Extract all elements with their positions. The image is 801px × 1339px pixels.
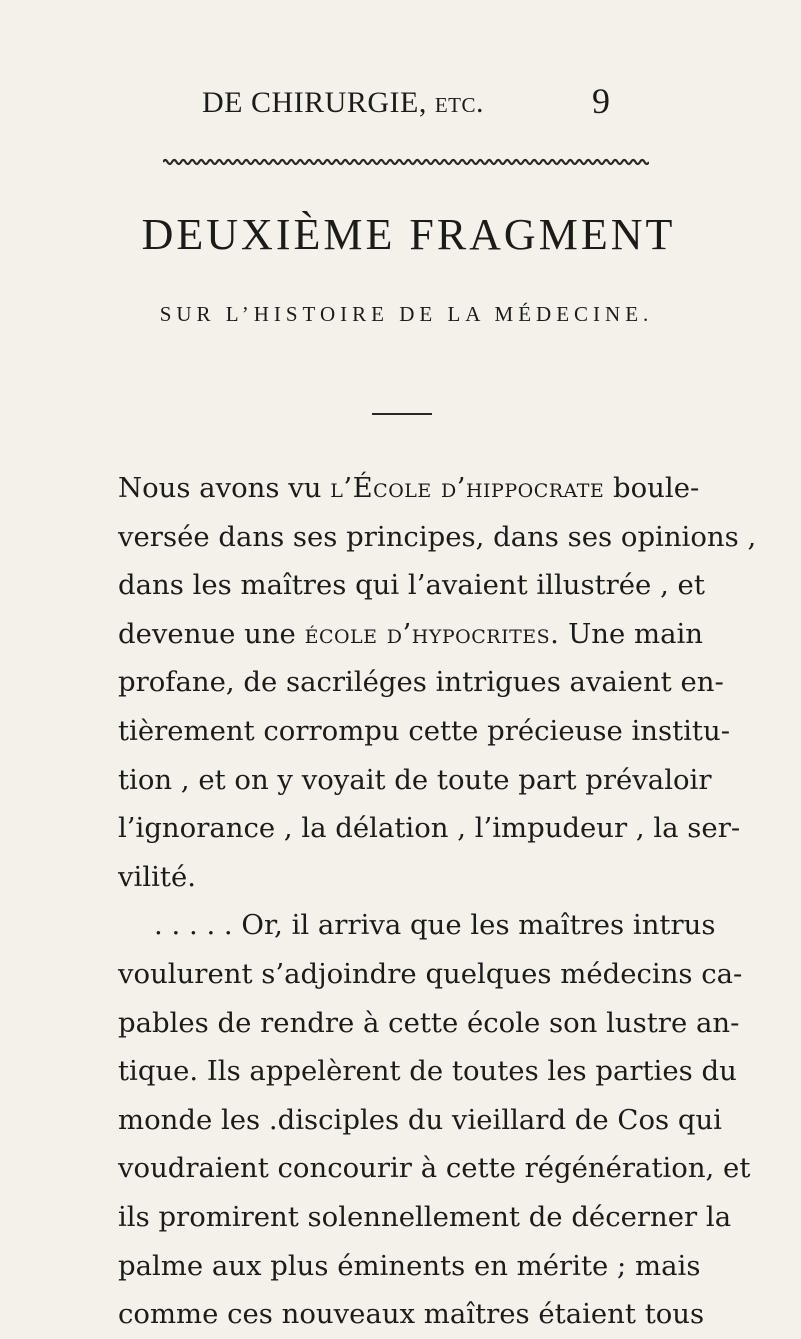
text-run: voudraient concourir à cette régénération, et [118, 1152, 751, 1185]
text-run: comme ces nouveaux maîtres étaient tous [118, 1298, 705, 1331]
text-run: versée dans ses principes, dans ses opinions , [118, 520, 757, 553]
text-run: voulurent s’adjoindre quelques médecins ca- [118, 957, 743, 990]
running-title: DE CHIRURGIE, etc. [202, 86, 484, 119]
text-line [118, 1290, 705, 1339]
body-text [118, 464, 757, 1339]
text-run: ils promirent solennellement de décerner la [118, 1200, 732, 1233]
text-line [118, 756, 712, 805]
text-run: boule- [604, 472, 700, 504]
text-run: profane, de sacriléges intrigues avaient en- [118, 666, 724, 699]
small-caps-text: l’École d’hippocrate [330, 472, 605, 504]
text-run: pables de rendre à cette école son lustre an- [118, 1006, 740, 1039]
text-run: tièrement corrompu cette précieuse institu- [118, 714, 730, 747]
small-caps-text: école d’hypocrites. [304, 617, 560, 650]
text-line [118, 1193, 732, 1242]
text-line [118, 1047, 737, 1096]
text-run: palme aux plus éminents en mérite ; mais [118, 1249, 701, 1282]
ornamental-rule-graphic [163, 157, 649, 167]
text-line [118, 853, 684, 902]
text-run: . . . . . Or, il arriva que les maîtres intrus [154, 909, 716, 942]
text-run: vilité. [118, 860, 196, 893]
text-line [118, 1242, 701, 1291]
fragment-subtitle: SUR L’HISTOIRE DE LA MÉDECINE. [159, 302, 654, 326]
ornamental-rule [163, 157, 649, 167]
text-line [118, 901, 716, 950]
text-run: devenue une [118, 617, 305, 650]
running-head [0, 81, 801, 126]
text-line [118, 610, 704, 659]
text-line [118, 999, 740, 1048]
paragraph [118, 464, 757, 901]
text-line [118, 658, 724, 707]
text-line [118, 1096, 722, 1145]
text-line [118, 464, 700, 513]
text-run: tion , et on y voyait de toute part prévaloir [118, 763, 712, 796]
text-run: tique. Ils appelèrent de toutes les parties du [118, 1055, 737, 1088]
text-line [118, 513, 757, 562]
text-line [118, 707, 730, 756]
paragraph [118, 901, 751, 1338]
text-line [118, 804, 741, 853]
page-number: 9 [592, 81, 610, 121]
text-run: Une main [559, 617, 704, 650]
fragment-title: DEUXIÈME FRAGMENT [141, 210, 676, 259]
text-line [118, 1144, 751, 1193]
text-line [118, 561, 705, 610]
text-run: l’ignorance , la délation , l’impudeur , la ser- [118, 812, 741, 845]
section-divider [372, 413, 432, 415]
text-run: dans les maîtres qui l’avaient illustrée , et [118, 569, 705, 602]
text-run: Nous avons vu [118, 472, 331, 504]
text-run: monde les .disciples du vieillard de Cos qui [118, 1103, 722, 1136]
text-line [118, 950, 743, 999]
